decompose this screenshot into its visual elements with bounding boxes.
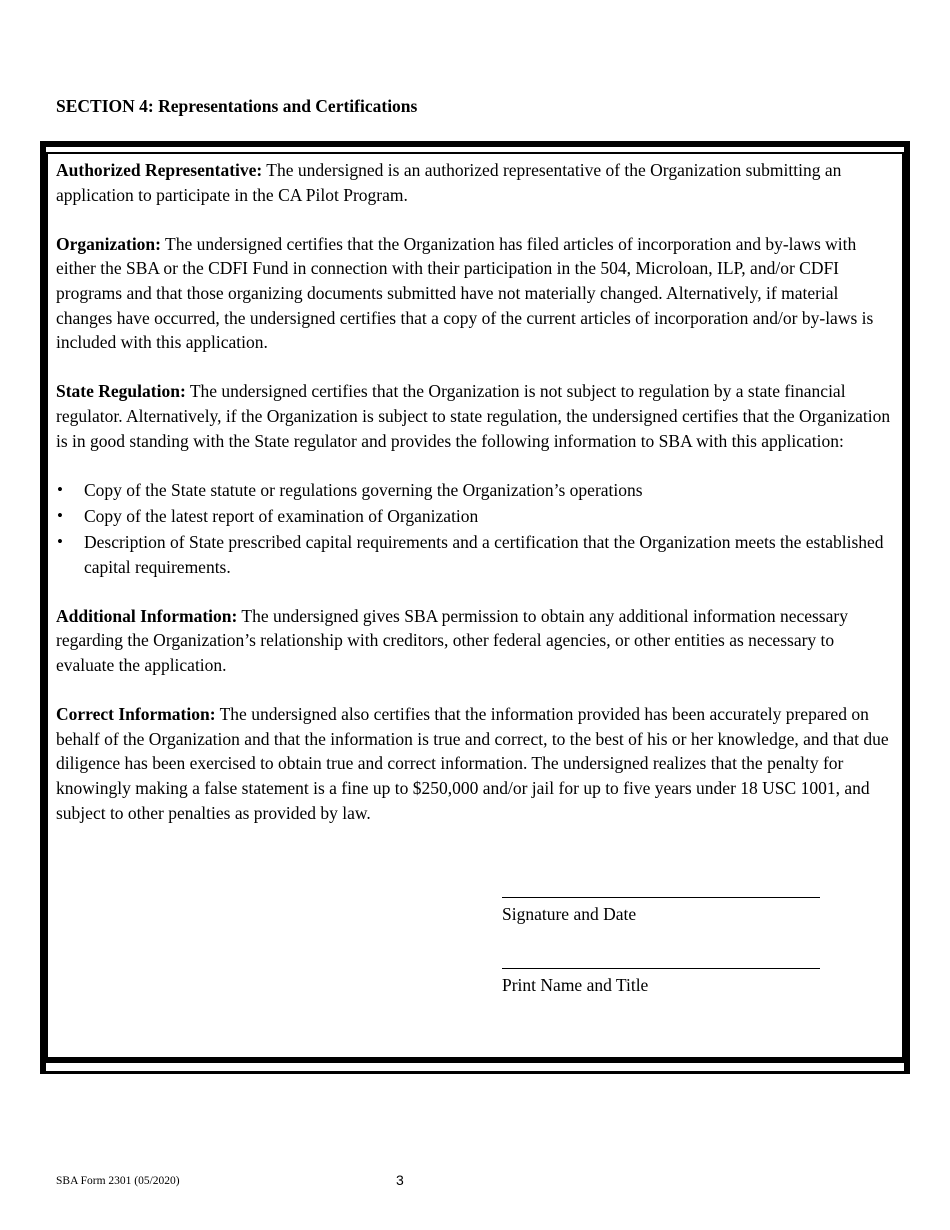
form-identifier: SBA Form 2301 (05/2020) [56, 1175, 180, 1187]
organization-paragraph [56, 232, 892, 355]
list-item [56, 530, 892, 579]
list-item-text: Description of State prescribed capital requirements and a certification that the Organization meets the established capital requirements. [84, 532, 884, 577]
correct-information-label: Correct Information: [56, 704, 216, 725]
section-title: SECTION 4: Representations and Certifications [56, 96, 418, 116]
additional-information-paragraph [56, 604, 892, 678]
correct-information-paragraph [56, 702, 892, 825]
state-regulation-paragraph [56, 379, 892, 453]
list-item-text: Copy of the State statute or regulations governing the Organization’s operations [84, 479, 643, 500]
state-requirements-list [56, 478, 892, 580]
print-name-label: Print Name and Title [502, 975, 649, 995]
state-regulation-label: State Regulation: [56, 381, 186, 402]
authorized-representative-text: The undersigned is an authorized representative of the Organization submitting an application to participate in the CA Pilot Program. [56, 160, 842, 205]
state-regulation-text: The undersigned certifies that the Organization is not subject to regulation by a state financial regulator. Alternatively, if the Organization is subject to state regulation, the undersigned certifies that the Organization is in good standing with the State regulator and provides the following information to SBA with this application: [56, 381, 891, 451]
print-name-block [502, 968, 822, 996]
authorized-representative-paragraph [56, 158, 892, 207]
page-number: 3 [396, 1172, 404, 1188]
list-item-text: Copy of the latest report of examination of Organization [84, 505, 479, 526]
certification-content [56, 158, 892, 850]
list-item [56, 504, 892, 529]
signature-block [502, 897, 822, 925]
bullet-icon: • [57, 505, 63, 525]
organization-label: Organization: [56, 233, 161, 254]
bullet-icon: • [57, 532, 63, 552]
correct-information-text: The undersigned also certifies that the information provided has been accurately prepared on behalf of the Organization and that the information is true and correct, to the best of his or her knowledge, and that due diligence has been exercised to obtain true and correct information. The undersigned realizes that the penalty for knowingly making a false statement is a fine up to $250,000 and/or jail for up to five years under 18 USC 1001, and subject to other penalties as provided by law. [56, 704, 889, 823]
bullet-icon: • [57, 479, 63, 499]
additional-information-label: Additional Information: [56, 605, 238, 626]
signature-line[interactable] [502, 897, 820, 898]
additional-information-text: The undersigned gives SBA permission to obtain any additional information necessary regarding the Organization’s relationship with creditors, other federal agencies, or other entities as necessary to evaluate the application. [56, 605, 848, 676]
print-name-line[interactable] [502, 968, 820, 969]
organization-text: The undersigned certifies that the Organization has filed articles of incorporation and by-laws with either the SBA or the CDFI Fund in connection with their participation in the 504, Microloan, ILP, and/or CDFI programs and that those organizing documents submitted have not materially changed. Alternatively, if material changes have occurred, the undersigned certifies that a copy of the current articles of incorporation and/or by-laws is included with this application. [56, 233, 874, 353]
signature-label: Signature and Date [502, 904, 637, 924]
authorized-representative-label: Authorized Representative: [56, 160, 263, 180]
list-item [56, 478, 892, 503]
